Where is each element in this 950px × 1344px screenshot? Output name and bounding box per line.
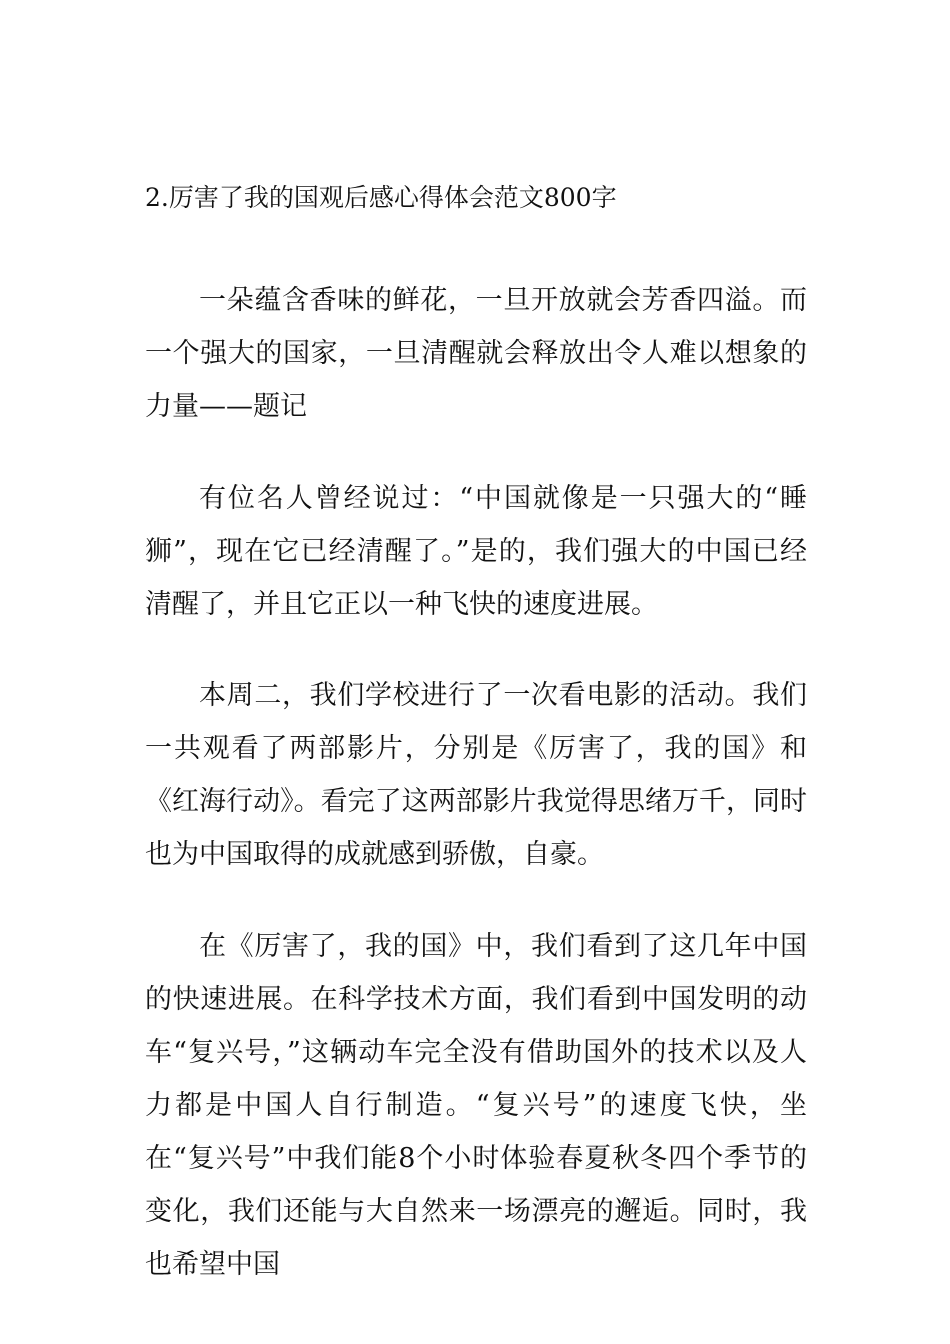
- document-title: 2.厉害了我的国观后感心得体会范文800字: [145, 183, 617, 212]
- paragraph-quote: 有位名人曾经说过：“中国就像是一只强大的“睡狮”，现在它已经清醒了。”是的，我们强大的中国已经清醒了，并且它正以一种飞快的速度进展。: [145, 483, 807, 620]
- paragraph-epigraph: 一朵蕴含香味的鲜花，一旦开放就会芳香四溢。而一个强大的国家，一旦清醒就会释放出令人难以想象的力量——题记: [145, 285, 807, 422]
- paragraph-school-activity: 本周二，我们学校进行了一次看电影的活动。我们一共观看了两部影片，分别是《厉害了，我的国》和《红海行动》。看完了这两部影片我觉得思绪万千，同时也为中国取得的成就感到骄傲，自豪。: [145, 680, 807, 870]
- paragraph-film-reflection: 在《厉害了，我的国》中，我们看到了这几年中国的快速进展。在科学技术方面，我们看到中国发明的动车“复兴号，”这辆动车完全没有借助国外的技术以及人力都是中国人自行制造。“复兴号”的速度飞快，坐在“复兴号”中我们能8个小时体验春夏秋冬四个季节的变化，我们还能与大自然来一场漂亮的邂逅。同时，我也希望中国: [145, 931, 807, 1280]
